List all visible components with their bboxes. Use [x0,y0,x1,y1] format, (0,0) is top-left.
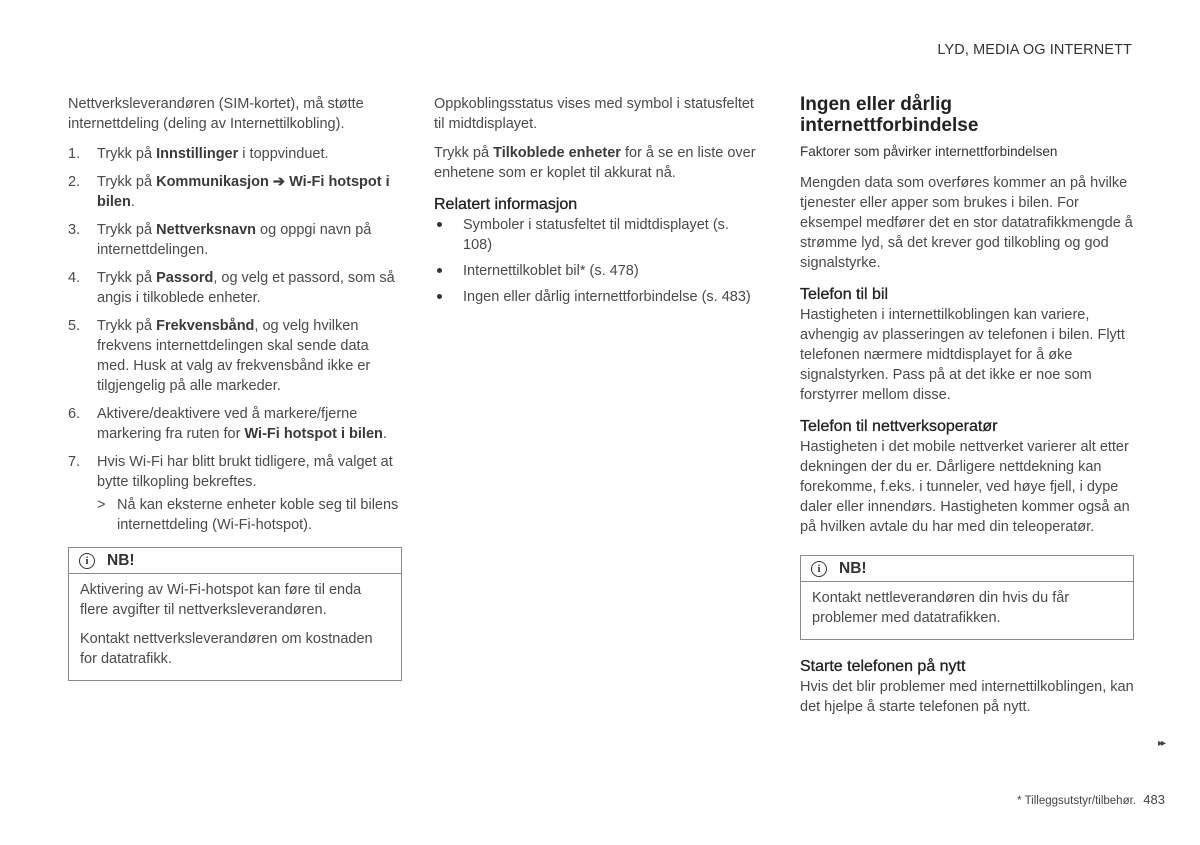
step-text: Trykk på [97,174,157,190]
subsection-heading: Telefon til bil [800,286,889,303]
column-middle [434,94,760,313]
footnote: * Tilleggsutstyr/tilbehør. [1017,795,1136,807]
note-title: NB! [107,551,135,569]
step-text: . [130,194,135,210]
step-text: , og velg et passord, som så angis i tilkoblede enheter. [97,270,395,306]
step-text: Trykk på [97,222,157,238]
info-icon: i [79,553,95,569]
column-right [800,94,1134,726]
info-icon: i [811,561,827,577]
ui-term: Frekvensbånd [156,318,255,334]
step-item [68,404,402,444]
step-text: Trykk på [97,146,157,162]
running-header: LYD, MEDIA OG INTERNETT [937,42,1132,58]
subsection-text: Hvis det blir problemer med internettilkoblingen, kan det hjelpe å starte telefonen på nytt. [800,679,1134,715]
steps-list [68,144,402,535]
body-text: Trykk på [434,145,494,161]
step-text: Trykk på [97,270,157,286]
note-title: NB! [839,559,867,577]
column-left [68,94,402,681]
step-item [68,172,402,212]
step-number: 2. [68,174,81,190]
note-body [801,582,1133,639]
step-result [97,495,402,535]
related-heading: Relatert informasjon [434,196,578,213]
ui-term: Passord [156,270,214,286]
related-link[interactable]: Ingen eller dårlig internettforbindelse (s. 483) [434,287,760,307]
note-paragraph: Kontakt nettleverandøren din hvis du får problemer med datatrafikken. [812,590,1070,626]
related-link[interactable]: Symboler i statusfeltet til midtdisplayet (s. 108) [434,215,760,255]
related-list [434,215,760,307]
step-number: 1. [68,146,81,162]
note-paragraph: Kontakt nettverksleverandøren om kostnaden for datatrafikk. [80,631,373,667]
note-header [801,556,1133,582]
intro-paragraph: Nettverksleverandøren (SIM-kortet), må støtte internettdeling (deling av Internettilkobling). [68,96,364,132]
step-number: 7. [68,454,81,470]
step-number: 3. [68,222,81,238]
ui-term: Wi-Fi hotspot i bilen [244,426,383,442]
subsection-text: Hastigheten i det mobile nettverket varierer alt etter dekningen der du er. Dårligere nettdekning kan forekomme, f.eks. i tunneler, ved høye fjell, i dype daler eller innendørs. Hastigheten kommer også an på hvilken avtale du har med din teleoperatør. [800,439,1130,535]
note-body [69,574,401,680]
status-paragraph: Oppkoblingsstatus vises med symbol i statusfeltet til midtdisplayet. [434,96,754,132]
note-box [68,547,402,681]
step-text: Hvis Wi-Fi har blitt brukt tidligere, må valget at bytte tilkopling bekreftes. [97,454,393,490]
note-box [800,555,1134,640]
step-item [68,316,402,396]
ui-term: Kommunikasjon [156,174,269,190]
step-text: . [382,426,387,442]
section-subtitle: Faktorer som påvirker internettforbindelsen [800,144,1058,159]
body-text: for å se en liste over enhetene som er koplet til akkurat nå. [434,145,756,181]
step-item [68,220,402,260]
result-text: Nå kan eksterne enheter koble seg til bilens internettdeling (Wi-Fi-hotspot). [117,497,399,533]
subsection-text: Hastigheten i internettilkoblingen kan variere, avhengig av plasseringen av telefonen i bilen. Flytt telefonen nærmere midtdisplayet for å øke signalstyrken. Pass på at det ikke er noe som forstyrrer mellom disse. [800,307,1125,403]
step-item [68,452,402,535]
step-text: Trykk på [97,318,157,334]
step-number: 6. [68,406,81,422]
step-text: , og velg hvilken frekvens internettdelingen skal sende data med. Husk at valg av frekvensbånd ikke er tilgjengelig på alle markeder. [97,318,371,394]
subsection-heading: Telefon til nettverksoperatør [800,418,998,435]
step-number: 5. [68,318,81,334]
step-text: Aktivere/deaktivere ved å markere/fjerne markering fra ruten for [97,406,358,442]
step-item [68,144,402,164]
page-number: 483 [1143,792,1165,807]
arrow-icon: ➔ [268,174,290,190]
ui-term: Wi-Fi hotspot i bilen [97,174,390,210]
ui-term: Tilkoblede enheter [493,145,621,161]
devices-paragraph [434,143,760,183]
ui-term: Nettverksnavn [156,222,257,238]
related-link[interactable]: Internettilkoblet bil* (s. 478) [434,261,760,281]
result-marker: > [97,497,106,513]
step-item [68,268,402,308]
note-paragraph: Aktivering av Wi-Fi-hotspot kan føre til enda flere avgifter til nettverksleverandøren. [80,582,362,618]
ui-term: Innstillinger [156,146,239,162]
note-header [69,548,401,574]
subsection-heading: Starte telefonen på nytt [800,658,966,675]
step-text: og oppgi navn på internettdelingen. [97,222,372,258]
step-number: 4. [68,270,81,286]
section-title: Ingen eller dårlig internettforbindelse [800,94,979,136]
step-text: i toppvinduet. [238,146,329,162]
continue-icon: ▸▸ [1157,738,1164,749]
intro-paragraph: Mengden data som overføres kommer an på hvilke tjenester eller apper som brukes i bilen. For eksempel medfører det en stor datatrafikkmengde å strømme lyd, så det krever god tilkobling og god signalstyrke. [800,175,1133,271]
